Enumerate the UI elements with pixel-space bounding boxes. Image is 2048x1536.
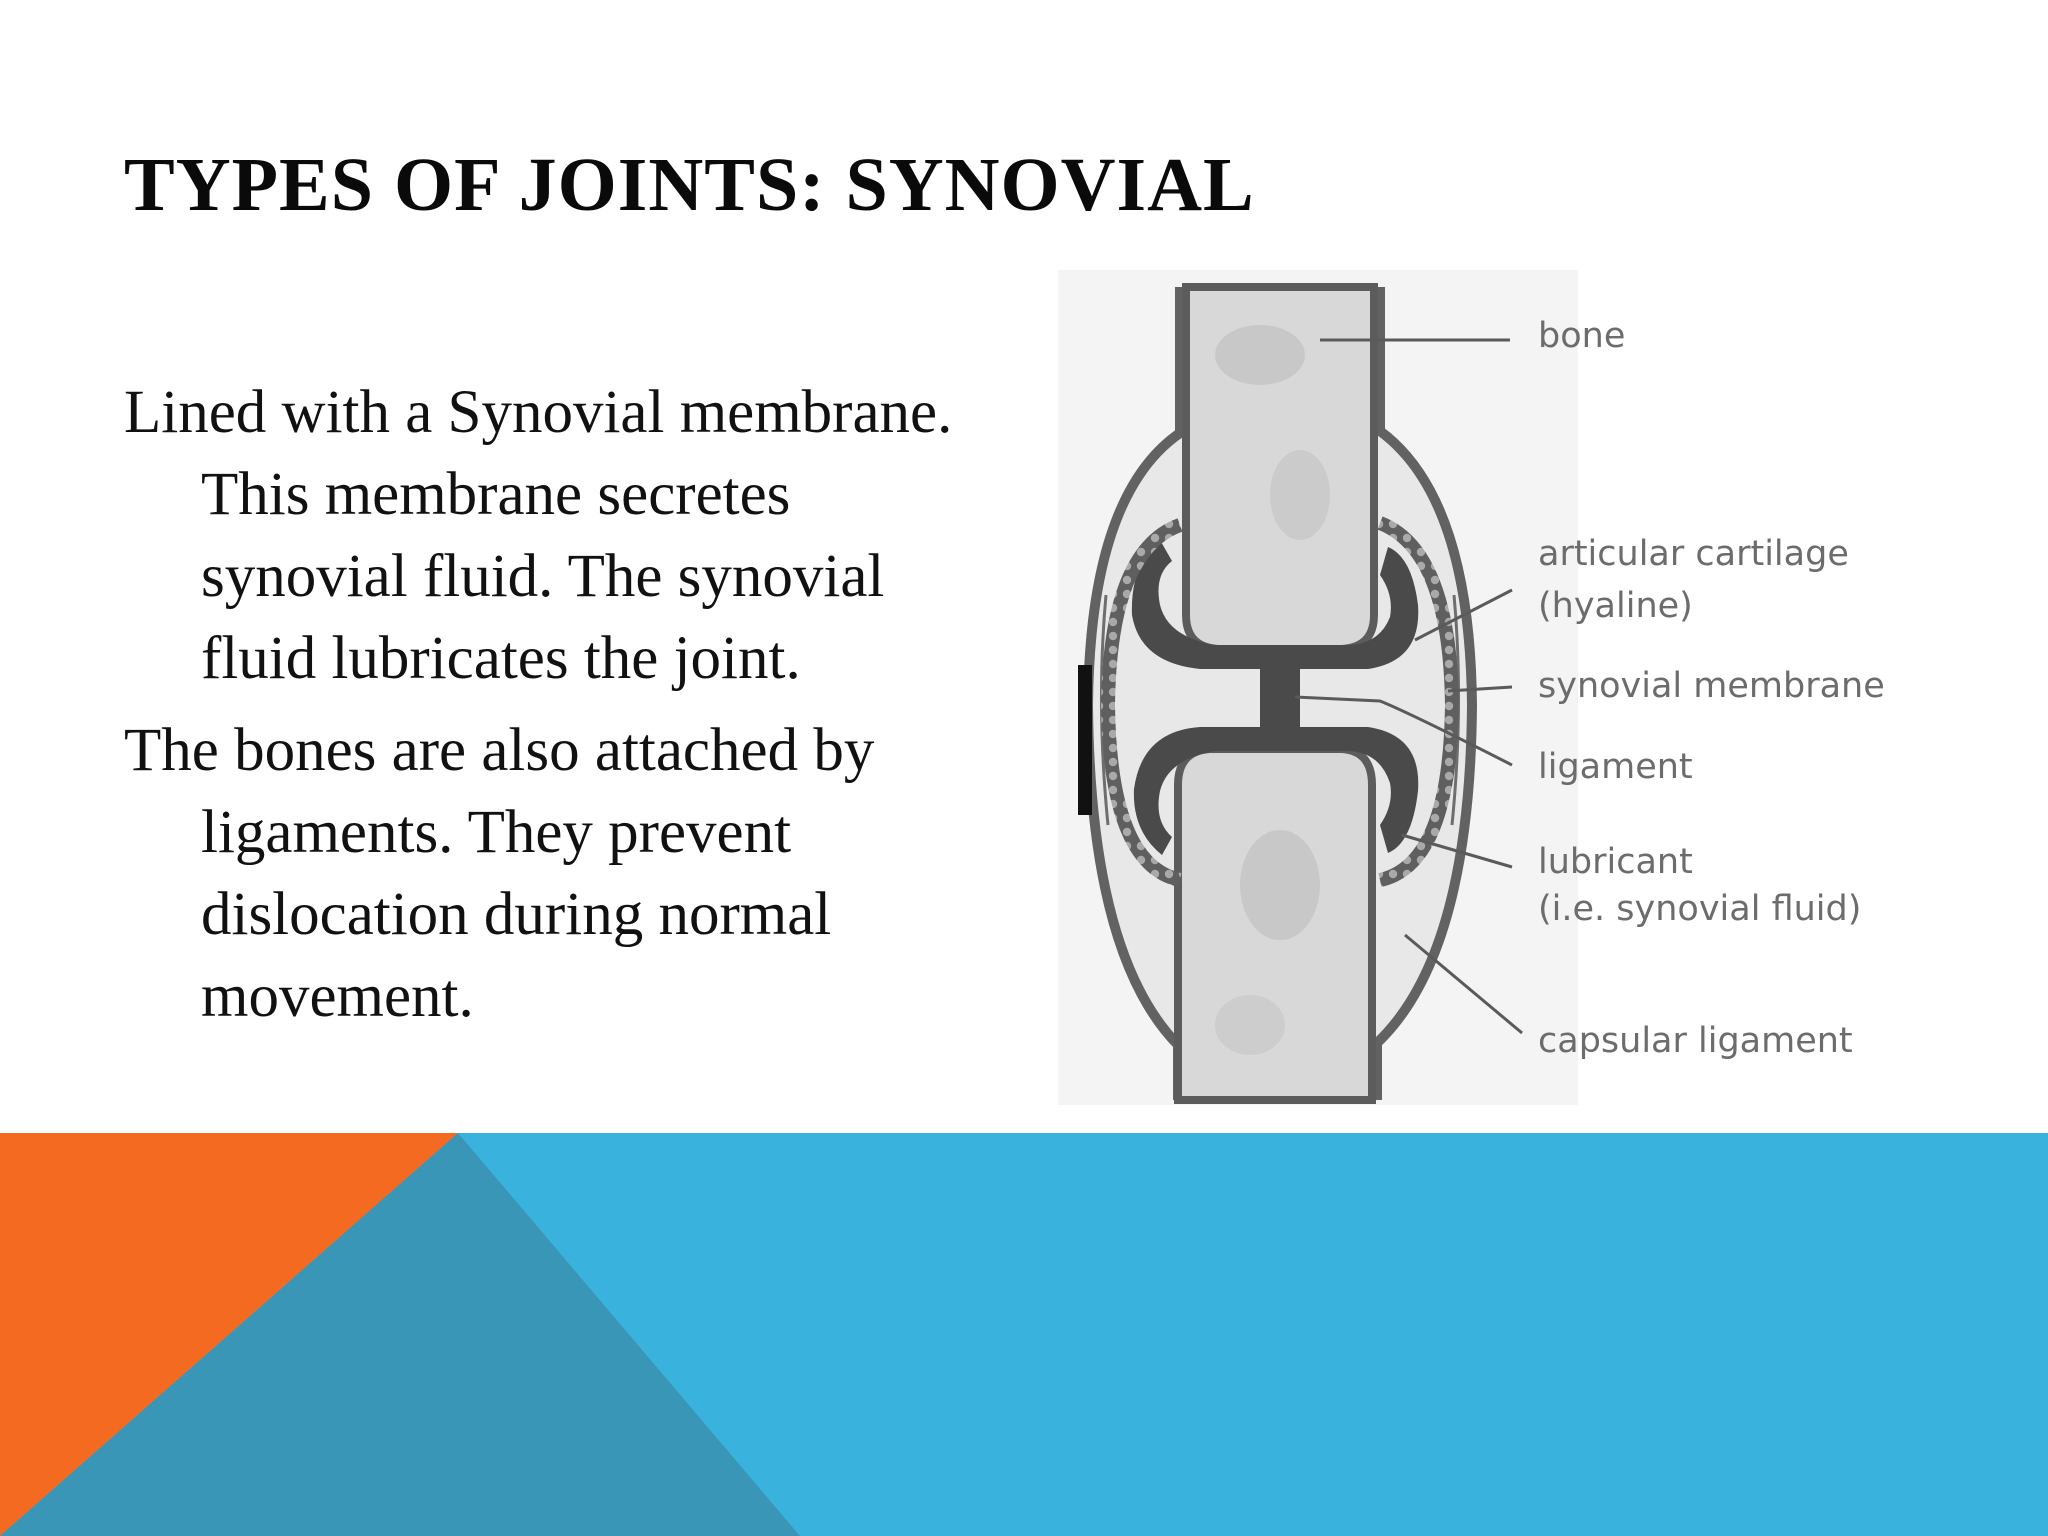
body-text	[124, 372, 964, 1048]
label-hyaline: (hyaline)	[1538, 586, 1693, 626]
slide-title: TYPES OF JOINTS: SYNOVIAL	[124, 143, 1255, 227]
label-articular-cartilage: articular cartilage	[1538, 534, 1849, 574]
synovial-joint-diagram	[1050, 265, 1950, 1125]
label-synovial-fluid: (i.e. synovial fluid)	[1538, 889, 1862, 929]
label-ligament: ligament	[1538, 747, 1693, 787]
label-synovial-membrane: synovial membrane	[1538, 666, 1885, 706]
paragraph-synovial-membrane: Lined with a Synovial membrane. This membrane secretes synovial fluid. The synovial fluid lubricates the joint.	[124, 379, 953, 692]
label-capsular-ligament: capsular ligament	[1538, 1021, 1853, 1061]
dark-patch	[1078, 665, 1092, 815]
paragraph-ligaments: The bones are also attached by ligaments. They prevent dislocation during normal movement.	[124, 717, 875, 1030]
footer-decoration	[0, 1133, 2048, 1536]
label-lubricant: lubricant	[1538, 842, 1693, 882]
label-bone: bone	[1538, 316, 1626, 356]
ligament-bridge	[1260, 665, 1300, 731]
